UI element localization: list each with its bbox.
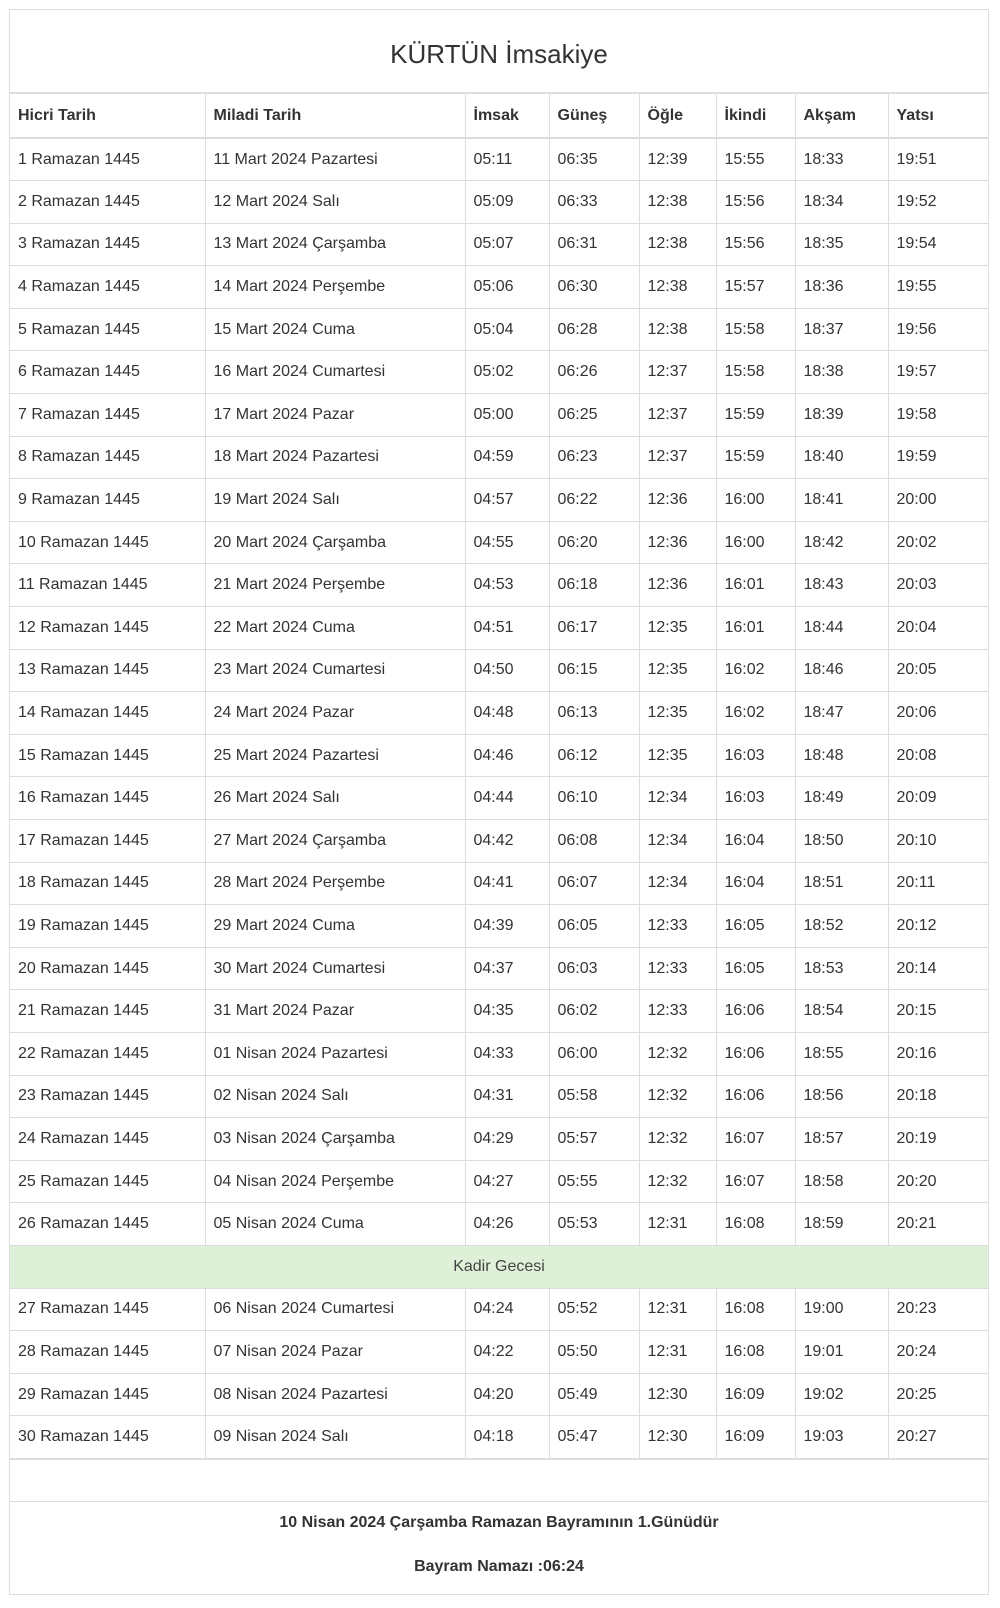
col-ogle: Öğle xyxy=(639,94,716,138)
cell-hicri-tarih: 18 Ramazan 1445 xyxy=(10,862,205,905)
table-row xyxy=(10,1203,988,1246)
cell-gunes: 06:31 xyxy=(549,223,639,266)
cell-ogle: 12:38 xyxy=(639,223,716,266)
cell-miladi-tarih: 24 Mart 2024 Pazar xyxy=(205,692,465,735)
cell-yatsi: 20:03 xyxy=(888,564,988,607)
cell-ikindi: 16:06 xyxy=(716,990,795,1033)
cell-ikindi: 15:56 xyxy=(716,223,795,266)
cell-gunes: 06:20 xyxy=(549,521,639,564)
cell-ikindi: 16:03 xyxy=(716,777,795,820)
cell-aksam: 18:58 xyxy=(795,1160,888,1203)
cell-hicri-tarih: 5 Ramazan 1445 xyxy=(10,308,205,351)
cell-imsak: 05:09 xyxy=(465,181,549,224)
cell-hicri-tarih: 24 Ramazan 1445 xyxy=(10,1118,205,1161)
cell-miladi-tarih: 30 Mart 2024 Cumartesi xyxy=(205,947,465,990)
cell-imsak: 04:42 xyxy=(465,820,549,863)
cell-imsak: 04:29 xyxy=(465,1118,549,1161)
cell-ikindi: 16:00 xyxy=(716,521,795,564)
table-row xyxy=(10,223,988,266)
cell-yatsi: 20:06 xyxy=(888,692,988,735)
cell-ikindi: 16:05 xyxy=(716,947,795,990)
cell-hicri-tarih: 20 Ramazan 1445 xyxy=(10,947,205,990)
cell-gunes: 06:07 xyxy=(549,862,639,905)
cell-miladi-tarih: 14 Mart 2024 Perşembe xyxy=(205,266,465,309)
cell-gunes: 06:00 xyxy=(549,1032,639,1075)
cell-hicri-tarih: 25 Ramazan 1445 xyxy=(10,1160,205,1203)
cell-yatsi: 20:11 xyxy=(888,862,988,905)
cell-ikindi: 16:00 xyxy=(716,479,795,522)
cell-aksam: 18:53 xyxy=(795,947,888,990)
cell-ogle: 12:33 xyxy=(639,947,716,990)
cell-aksam: 19:02 xyxy=(795,1373,888,1416)
cell-ikindi: 16:04 xyxy=(716,862,795,905)
cell-gunes: 05:50 xyxy=(549,1331,639,1374)
cell-imsak: 05:00 xyxy=(465,394,549,437)
table-row xyxy=(10,905,988,948)
cell-yatsi: 20:19 xyxy=(888,1118,988,1161)
table-row xyxy=(10,394,988,437)
table-row xyxy=(10,479,988,522)
footer-spacer-row xyxy=(10,1458,988,1502)
cell-miladi-tarih: 20 Mart 2024 Çarşamba xyxy=(205,521,465,564)
cell-imsak: 04:55 xyxy=(465,521,549,564)
cell-miladi-tarih: 16 Mart 2024 Cumartesi xyxy=(205,351,465,394)
cell-imsak: 04:31 xyxy=(465,1075,549,1118)
cell-ogle: 12:38 xyxy=(639,181,716,224)
cell-gunes: 06:33 xyxy=(549,181,639,224)
cell-hicri-tarih: 22 Ramazan 1445 xyxy=(10,1032,205,1075)
cell-ikindi: 16:09 xyxy=(716,1373,795,1416)
cell-aksam: 18:40 xyxy=(795,436,888,479)
cell-aksam: 18:33 xyxy=(795,138,888,181)
cell-ogle: 12:35 xyxy=(639,734,716,777)
cell-miladi-tarih: 03 Nisan 2024 Çarşamba xyxy=(205,1118,465,1161)
cell-gunes: 06:28 xyxy=(549,308,639,351)
cell-miladi-tarih: 26 Mart 2024 Salı xyxy=(205,777,465,820)
cell-ogle: 12:37 xyxy=(639,351,716,394)
kadir-gecesi-row xyxy=(10,1245,988,1288)
cell-gunes: 06:17 xyxy=(549,607,639,650)
cell-imsak: 04:27 xyxy=(465,1160,549,1203)
cell-aksam: 18:46 xyxy=(795,649,888,692)
cell-yatsi: 20:20 xyxy=(888,1160,988,1203)
page-title: KÜRTÜN İmsakiye xyxy=(390,38,608,69)
cell-miladi-tarih: 23 Mart 2024 Cumartesi xyxy=(205,649,465,692)
cell-gunes: 06:18 xyxy=(549,564,639,607)
cell-hicri-tarih: 27 Ramazan 1445 xyxy=(10,1288,205,1331)
cell-miladi-tarih: 01 Nisan 2024 Pazartesi xyxy=(205,1032,465,1075)
table-row xyxy=(10,138,988,181)
cell-ogle: 12:33 xyxy=(639,905,716,948)
cell-hicri-tarih: 2 Ramazan 1445 xyxy=(10,181,205,224)
table-row xyxy=(10,1160,988,1203)
cell-hicri-tarih: 26 Ramazan 1445 xyxy=(10,1203,205,1246)
cell-aksam: 18:50 xyxy=(795,820,888,863)
cell-hicri-tarih: 4 Ramazan 1445 xyxy=(10,266,205,309)
cell-aksam: 19:01 xyxy=(795,1331,888,1374)
cell-imsak: 04:59 xyxy=(465,436,549,479)
cell-hicri-tarih: 17 Ramazan 1445 xyxy=(10,820,205,863)
cell-yatsi: 19:55 xyxy=(888,266,988,309)
cell-aksam: 18:48 xyxy=(795,734,888,777)
header-row xyxy=(10,94,988,138)
cell-yatsi: 20:16 xyxy=(888,1032,988,1075)
cell-ogle: 12:35 xyxy=(639,649,716,692)
cell-ogle: 12:32 xyxy=(639,1118,716,1161)
col-gunes: Güneş xyxy=(549,94,639,138)
cell-hicri-tarih: 13 Ramazan 1445 xyxy=(10,649,205,692)
cell-ogle: 12:32 xyxy=(639,1032,716,1075)
cell-ogle: 12:36 xyxy=(639,521,716,564)
imsakiye-table xyxy=(10,94,988,1458)
cell-ikindi: 16:09 xyxy=(716,1416,795,1459)
kadir-gecesi-label: Kadir Gecesi xyxy=(10,1245,988,1288)
table-row xyxy=(10,734,988,777)
cell-imsak: 04:57 xyxy=(465,479,549,522)
cell-hicri-tarih: 29 Ramazan 1445 xyxy=(10,1373,205,1416)
cell-ikindi: 16:07 xyxy=(716,1118,795,1161)
cell-yatsi: 19:51 xyxy=(888,138,988,181)
cell-hicri-tarih: 9 Ramazan 1445 xyxy=(10,479,205,522)
cell-aksam: 18:51 xyxy=(795,862,888,905)
cell-ikindi: 16:05 xyxy=(716,905,795,948)
cell-gunes: 05:53 xyxy=(549,1203,639,1246)
cell-gunes: 05:49 xyxy=(549,1373,639,1416)
cell-yatsi: 20:23 xyxy=(888,1288,988,1331)
cell-hicri-tarih: 21 Ramazan 1445 xyxy=(10,990,205,1033)
cell-yatsi: 19:54 xyxy=(888,223,988,266)
cell-ikindi: 16:06 xyxy=(716,1032,795,1075)
cell-hicri-tarih: 7 Ramazan 1445 xyxy=(10,394,205,437)
cell-imsak: 04:50 xyxy=(465,649,549,692)
cell-yatsi: 20:24 xyxy=(888,1331,988,1374)
cell-ogle: 12:34 xyxy=(639,862,716,905)
table-row xyxy=(10,436,988,479)
cell-yatsi: 20:05 xyxy=(888,649,988,692)
cell-hicri-tarih: 16 Ramazan 1445 xyxy=(10,777,205,820)
cell-ogle: 12:32 xyxy=(639,1075,716,1118)
table-row xyxy=(10,1288,988,1331)
cell-imsak: 05:07 xyxy=(465,223,549,266)
cell-yatsi: 20:15 xyxy=(888,990,988,1033)
cell-yatsi: 20:12 xyxy=(888,905,988,948)
cell-aksam: 18:38 xyxy=(795,351,888,394)
cell-aksam: 18:36 xyxy=(795,266,888,309)
cell-ikindi: 16:07 xyxy=(716,1160,795,1203)
cell-ikindi: 16:08 xyxy=(716,1288,795,1331)
cell-hicri-tarih: 10 Ramazan 1445 xyxy=(10,521,205,564)
cell-gunes: 06:10 xyxy=(549,777,639,820)
cell-miladi-tarih: 09 Nisan 2024 Salı xyxy=(205,1416,465,1459)
cell-ikindi: 16:06 xyxy=(716,1075,795,1118)
cell-yatsi: 19:58 xyxy=(888,394,988,437)
cell-hicri-tarih: 1 Ramazan 1445 xyxy=(18,150,140,168)
cell-gunes: 06:26 xyxy=(549,351,639,394)
cell-yatsi: 20:27 xyxy=(888,1416,988,1459)
cell-ikindi: 15:58 xyxy=(716,351,795,394)
cell-yatsi: 20:10 xyxy=(888,820,988,863)
cell-yatsi: 19:57 xyxy=(888,351,988,394)
table-row xyxy=(10,947,988,990)
cell-miladi-tarih: 29 Mart 2024 Cuma xyxy=(205,905,465,948)
cell-miladi-tarih: 02 Nisan 2024 Salı xyxy=(205,1075,465,1118)
cell-gunes: 06:03 xyxy=(549,947,639,990)
table-row xyxy=(10,692,988,735)
cell-ogle: 12:36 xyxy=(639,479,716,522)
cell-imsak: 04:46 xyxy=(465,734,549,777)
cell-miladi-tarih: 22 Mart 2024 Cuma xyxy=(205,607,465,650)
cell-hicri-tarih: 3 Ramazan 1445 xyxy=(10,223,205,266)
cell-ogle: 12:36 xyxy=(639,564,716,607)
cell-aksam: 18:52 xyxy=(795,905,888,948)
cell-gunes: 05:58 xyxy=(549,1075,639,1118)
cell-aksam: 18:54 xyxy=(795,990,888,1033)
table-header xyxy=(10,94,988,138)
cell-ogle: 12:30 xyxy=(639,1416,716,1459)
cell-ogle: 12:39 xyxy=(639,138,716,181)
col-aksam: Akşam xyxy=(795,94,888,138)
cell-ogle: 12:35 xyxy=(639,692,716,735)
cell-gunes: 05:52 xyxy=(549,1288,639,1331)
table-row xyxy=(10,266,988,309)
cell-miladi-tarih: 05 Nisan 2024 Cuma xyxy=(205,1203,465,1246)
cell-gunes: 05:47 xyxy=(549,1416,639,1459)
bayram-namazi-text: Bayram Namazı :06:24 xyxy=(414,1558,584,1576)
table-row xyxy=(10,521,988,564)
cell-yatsi: 20:04 xyxy=(888,607,988,650)
cell-aksam: 18:39 xyxy=(795,394,888,437)
table-row xyxy=(10,1118,988,1161)
cell-imsak: 04:41 xyxy=(465,862,549,905)
cell-yatsi: 20:09 xyxy=(888,777,988,820)
col-yatsi: Yatsı xyxy=(888,94,988,138)
cell-aksam: 18:43 xyxy=(795,564,888,607)
cell-yatsi: 20:18 xyxy=(888,1075,988,1118)
cell-miladi-tarih: 18 Mart 2024 Pazartesi xyxy=(205,436,465,479)
cell-imsak: 04:18 xyxy=(465,1416,549,1459)
bayram-text: 10 Nisan 2024 Çarşamba Ramazan Bayramının 1.Günüdür xyxy=(279,1514,719,1532)
cell-hicri-tarih: 12 Ramazan 1445 xyxy=(10,607,205,650)
cell-miladi-tarih: 17 Mart 2024 Pazar xyxy=(205,394,465,437)
table-row xyxy=(10,1032,988,1075)
imsakiye-panel xyxy=(9,9,989,1595)
cell-ikindi: 15:59 xyxy=(716,436,795,479)
cell-yatsi: 19:59 xyxy=(888,436,988,479)
cell-yatsi: 20:21 xyxy=(888,1203,988,1246)
cell-aksam: 19:03 xyxy=(795,1416,888,1459)
cell-yatsi: 19:52 xyxy=(888,181,988,224)
cell-aksam: 18:42 xyxy=(795,521,888,564)
cell-ikindi: 16:08 xyxy=(716,1203,795,1246)
col-ikindi: İkindi xyxy=(716,94,795,138)
cell-ogle: 12:38 xyxy=(639,308,716,351)
cell-yatsi: 20:00 xyxy=(888,479,988,522)
cell-ikindi: 15:57 xyxy=(716,266,795,309)
cell-ikindi: 15:58 xyxy=(716,308,795,351)
cell-gunes: 05:57 xyxy=(549,1118,639,1161)
cell-aksam: 18:37 xyxy=(795,308,888,351)
table-row xyxy=(10,649,988,692)
cell-ikindi: 16:02 xyxy=(716,692,795,735)
table-row xyxy=(10,1373,988,1416)
table-row xyxy=(10,1331,988,1374)
cell-ikindi: 16:01 xyxy=(716,607,795,650)
footer xyxy=(10,1502,988,1576)
cell-aksam: 18:55 xyxy=(795,1032,888,1075)
cell-gunes: 06:13 xyxy=(549,692,639,735)
cell-ikindi: 15:56 xyxy=(716,181,795,224)
title-row xyxy=(10,10,988,94)
cell-hicri-tarih: 30 Ramazan 1445 xyxy=(10,1416,205,1459)
table-row xyxy=(10,564,988,607)
cell-gunes: 06:15 xyxy=(549,649,639,692)
cell-gunes: 06:30 xyxy=(549,266,639,309)
cell-imsak: 04:20 xyxy=(465,1373,549,1416)
cell-imsak: 04:24 xyxy=(465,1288,549,1331)
cell-hicri-tarih: 19 Ramazan 1445 xyxy=(10,905,205,948)
table-body xyxy=(10,138,988,1458)
cell-imsak: 04:48 xyxy=(465,692,549,735)
cell-gunes: 05:55 xyxy=(549,1160,639,1203)
cell-aksam: 19:00 xyxy=(795,1288,888,1331)
cell-ogle: 12:37 xyxy=(639,436,716,479)
cell-hicri-tarih: 14 Ramazan 1445 xyxy=(10,692,205,735)
cell-miladi-tarih: 12 Mart 2024 Salı xyxy=(205,181,465,224)
cell-ogle: 12:38 xyxy=(639,266,716,309)
cell-miladi-tarih: 04 Nisan 2024 Perşembe xyxy=(205,1160,465,1203)
cell-ogle: 12:37 xyxy=(639,394,716,437)
cell-yatsi: 20:02 xyxy=(888,521,988,564)
cell-gunes: 06:25 xyxy=(549,394,639,437)
cell-ikindi: 16:02 xyxy=(716,649,795,692)
cell-aksam: 18:57 xyxy=(795,1118,888,1161)
cell-yatsi: 20:08 xyxy=(888,734,988,777)
table-row xyxy=(10,308,988,351)
table-row xyxy=(10,1075,988,1118)
cell-ikindi: 16:04 xyxy=(716,820,795,863)
cell-aksam: 18:44 xyxy=(795,607,888,650)
cell-gunes: 06:02 xyxy=(549,990,639,1033)
cell-ogle: 12:33 xyxy=(639,990,716,1033)
cell-miladi-tarih: 11 Mart 2024 Pazartesi xyxy=(205,138,465,181)
cell-ikindi: 15:55 xyxy=(716,138,795,181)
cell-imsak: 04:44 xyxy=(465,777,549,820)
cell-ogle: 12:34 xyxy=(639,820,716,863)
cell-ogle: 12:32 xyxy=(639,1160,716,1203)
cell-imsak: 04:35 xyxy=(465,990,549,1033)
cell-miladi-tarih: 07 Nisan 2024 Pazar xyxy=(205,1331,465,1374)
cell-imsak: 05:06 xyxy=(465,266,549,309)
cell-miladi-tarih: 27 Mart 2024 Çarşamba xyxy=(205,820,465,863)
cell-hicri-tarih: 15 Ramazan 1445 xyxy=(10,734,205,777)
cell-imsak: 04:22 xyxy=(465,1331,549,1374)
cell-miladi-tarih: 21 Mart 2024 Perşembe xyxy=(205,564,465,607)
cell-aksam: 18:47 xyxy=(795,692,888,735)
cell-imsak: 05:04 xyxy=(465,308,549,351)
cell-imsak: 05:02 xyxy=(465,351,549,394)
cell-ogle: 12:35 xyxy=(639,607,716,650)
cell-yatsi: 19:56 xyxy=(888,308,988,351)
cell-miladi-tarih: 25 Mart 2024 Pazartesi xyxy=(205,734,465,777)
cell-imsak: 04:51 xyxy=(465,607,549,650)
cell-yatsi: 20:14 xyxy=(888,947,988,990)
cell-hicri-tarih: 28 Ramazan 1445 xyxy=(10,1331,205,1374)
table-row xyxy=(10,820,988,863)
cell-hicri-tarih: 11 Ramazan 1445 xyxy=(10,564,205,607)
cell-miladi-tarih: 31 Mart 2024 Pazar xyxy=(205,990,465,1033)
cell-ogle: 12:30 xyxy=(639,1373,716,1416)
cell-gunes: 06:12 xyxy=(549,734,639,777)
cell-aksam: 18:59 xyxy=(795,1203,888,1246)
cell-ikindi: 16:03 xyxy=(716,734,795,777)
cell-aksam: 18:49 xyxy=(795,777,888,820)
cell-ikindi: 15:59 xyxy=(716,394,795,437)
cell-hicri-tarih: 23 Ramazan 1445 xyxy=(10,1075,205,1118)
cell-imsak: 04:37 xyxy=(465,947,549,990)
cell-imsak: 04:26 xyxy=(465,1203,549,1246)
cell-imsak: 04:33 xyxy=(465,1032,549,1075)
cell-ogle: 12:34 xyxy=(639,777,716,820)
cell-miladi-tarih: 28 Mart 2024 Perşembe xyxy=(205,862,465,905)
cell-miladi-tarih: 08 Nisan 2024 Pazartesi xyxy=(205,1373,465,1416)
table-row xyxy=(10,1416,988,1459)
cell-imsak: 05:11 xyxy=(465,138,549,181)
col-miladi-tarih: Miladi Tarih xyxy=(205,94,465,138)
cell-miladi-tarih: 06 Nisan 2024 Cumartesi xyxy=(205,1288,465,1331)
cell-gunes: 06:22 xyxy=(549,479,639,522)
cell-ogle: 12:31 xyxy=(639,1288,716,1331)
table-row xyxy=(10,990,988,1033)
cell-gunes: 06:05 xyxy=(549,905,639,948)
table-row xyxy=(10,862,988,905)
table-row xyxy=(10,607,988,650)
cell-miladi-tarih: 15 Mart 2024 Cuma xyxy=(205,308,465,351)
cell-gunes: 06:08 xyxy=(549,820,639,863)
cell-aksam: 18:35 xyxy=(795,223,888,266)
cell-yatsi: 20:25 xyxy=(888,1373,988,1416)
cell-aksam: 18:41 xyxy=(795,479,888,522)
cell-gunes: 06:35 xyxy=(549,138,639,181)
col-imsak: İmsak xyxy=(465,94,549,138)
table-row xyxy=(10,181,988,224)
cell-miladi-tarih: 19 Mart 2024 Salı xyxy=(205,479,465,522)
cell-ikindi: 16:01 xyxy=(716,564,795,607)
table-row xyxy=(10,351,988,394)
cell-hicri-tarih: 6 Ramazan 1445 xyxy=(10,351,205,394)
cell-aksam: 18:34 xyxy=(795,181,888,224)
cell-hicri-tarih: 8 Ramazan 1445 xyxy=(10,436,205,479)
table-row xyxy=(10,777,988,820)
cell-miladi-tarih: 13 Mart 2024 Çarşamba xyxy=(205,223,465,266)
col-hicri-tarih: Hicri Tarih xyxy=(10,94,205,138)
cell-ogle: 12:31 xyxy=(639,1203,716,1246)
cell-imsak: 04:39 xyxy=(465,905,549,948)
cell-ikindi: 16:08 xyxy=(716,1331,795,1374)
cell-aksam: 18:56 xyxy=(795,1075,888,1118)
cell-gunes: 06:23 xyxy=(549,436,639,479)
cell-imsak: 04:53 xyxy=(465,564,549,607)
cell-ogle: 12:31 xyxy=(639,1331,716,1374)
